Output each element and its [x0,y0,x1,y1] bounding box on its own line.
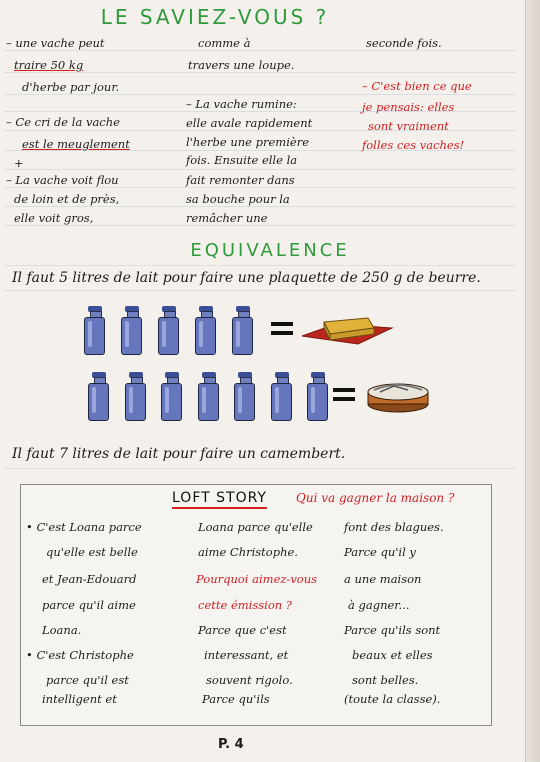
saviez-line: + [14,156,24,170]
comment-line: – C'est bien ce que [362,79,472,93]
loft-line: cette émission ? [198,598,292,612]
loft-line: Parce qu'ils sont [344,623,441,637]
loft-line: Loana. [42,623,82,637]
loft-line: aime Christophe. [198,545,298,559]
loft-line: intelligent et [42,692,117,706]
loft-line: Parce que c'est [198,623,287,637]
saviez-line: – La vache voit flou [6,173,119,187]
milk-bottle [158,306,180,356]
milk-bottle [161,372,183,422]
loft-line: Parce qu'il y [344,545,416,559]
loft-line: Loana parce qu'elle [198,520,313,534]
loft-line: et Jean-Edouard [42,572,137,586]
loft-line: font des blagues. [344,520,444,534]
loft-line: (toute la classe). [344,692,441,706]
loft-line: parce qu'il aime [42,598,136,612]
saviez-line: fois. Ensuite elle la [186,153,298,167]
milk-bottle [195,306,217,356]
loft-line: Parce qu'ils [202,692,270,706]
saviez-line: comme à [198,36,251,50]
loft-line: sont belles. [352,673,419,687]
saviez-line: traire 50 kg [14,58,84,72]
milk-bottle [198,372,220,422]
saviez-line: seconde fois. [366,36,442,50]
ruled-line [4,225,516,226]
ruled-line [4,187,516,188]
loft-line: parce qu'il est [46,673,129,687]
comment-line: je pensais: elles [362,100,455,114]
milk-bottle [234,372,256,422]
saviez-line: d'herbe par jour. [22,80,120,94]
equals-sign [271,322,293,336]
saviez-line: l'herbe une première [186,135,310,149]
milk-bottle [121,306,143,356]
equals-sign [333,388,355,402]
saviez-line: est le meuglement [22,137,130,151]
saviez-line: remâcher une [186,211,268,225]
ruled-line [4,206,516,207]
saviez-title: LE SAVIEZ-VOUS ? [100,5,330,29]
milk-bottle [307,372,329,422]
butter-sentence: Il faut 5 litres de lait pour faire une plaquette de 250 g de beurre. [12,270,481,286]
ruled-line [4,50,516,51]
loft-line: qu'elle est belle [46,545,138,559]
saviez-line: elle avale rapidement [186,116,313,130]
milk-bottle [271,372,293,422]
loft-line: a une maison [344,572,422,586]
butter-illustration [298,306,398,348]
milk-bottle [232,306,254,356]
page-number: P. 4 [218,737,244,752]
loft-line: à gagner... [348,598,410,612]
ruled-line [4,169,516,170]
saviez-line: – Ce cri de la vache [6,115,120,129]
ruled-line [4,265,516,266]
loft-line: beaux et elles [352,648,433,662]
comment-line: sont vraiment [368,119,449,133]
loft-line: • C'est Christophe [26,648,134,662]
camembert-sentence: Il faut 7 litres de lait pour faire un camembert. [12,446,346,462]
ruled-line [4,290,516,291]
milk-bottle [84,306,106,356]
loft-line: souvent rigolo. [206,673,293,687]
saviez-line: travers une loupe. [188,58,295,72]
milk-bottle [125,372,147,422]
notebook-binding [525,0,540,762]
comment-line: folles ces vaches! [362,138,465,152]
camembert-illustration [364,376,436,416]
loft-line: Pourquoi aimez-vous [196,572,318,586]
loft-story-title: LOFT STORY [172,490,267,509]
ruled-line [4,72,516,73]
loft-question: Qui va gagner la maison ? [296,491,455,505]
saviez-line: de loin et de près, [14,192,120,206]
saviez-line: elle voit gros, [14,211,94,225]
saviez-line: – une vache peut [6,36,105,50]
saviez-line: – La vache rumine: [186,97,297,111]
equivalence-title: EQUIVALENCE [190,240,350,261]
saviez-line: fait remonter dans [186,173,295,187]
loft-line: interessant, et [204,648,289,662]
loft-line: • C'est Loana parce [26,520,142,534]
saviez-line: sa bouche pour la [186,192,290,206]
milk-bottle [88,372,110,422]
ruled-line [4,468,516,469]
ruled-line [4,94,516,95]
